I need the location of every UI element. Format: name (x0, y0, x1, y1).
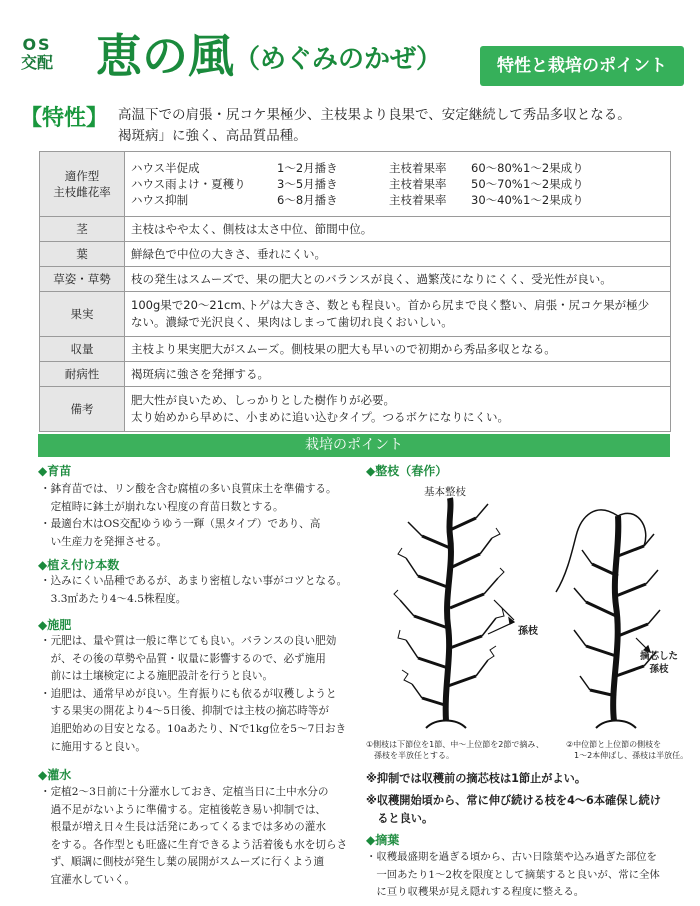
variety-reading: （めぐみのかぜ） (234, 44, 443, 75)
irrigation-line: ・定植2～3日前に十分灌水しておき、定植当日に土中水分の (40, 786, 329, 798)
fruit-text-line2: ない。濃緑で光沢良く、果肉はしまって歯切れ良くおいしい。 (131, 315, 453, 329)
rate-3: 30～40% (471, 193, 523, 207)
fertilizer-line: する果実の開花より4～5日後、抑制では主枝の摘芯時等が (40, 705, 329, 718)
remarks-text-line2: 太り始めから早めに、小まめに追い込むタイプ。つるボケになりにくい。 (131, 410, 510, 424)
caption-topped (566, 739, 688, 761)
yield-text: 主枝より果実肥大がスムーズ。側枝果の肥大も早いので初期から秀品多収となる。 (125, 337, 671, 362)
planting-line: ・込みにくい品種であるが、あまり密植しない事がコツとなる。 (40, 575, 348, 587)
irrigation-line: ず、順調に側枝が発生し葉の展開がスムーズに行くよう適 (40, 856, 325, 869)
fertilizer-line: に施用すると良い。 (40, 740, 146, 753)
diagram-title: 基本整枝 (424, 486, 466, 498)
fertilizer-line: ・元肥は、量や質は一般に準じても良い。バランスの良い肥効 (40, 635, 337, 647)
fruit-text (125, 292, 671, 337)
yield-label: 収量 (40, 337, 125, 362)
fertilizer-heading: ◆施肥 (38, 618, 72, 632)
caption-basic (366, 739, 544, 761)
rate-1: 60～80% (471, 161, 523, 175)
fertilizer-text (40, 633, 346, 756)
label-pinched-branch (640, 650, 678, 676)
remarks-text (125, 387, 671, 432)
fruitset-label-line1: 適作型 (64, 169, 100, 183)
variety-title (96, 26, 442, 90)
crop-type-3: ハウス抑制 (131, 193, 189, 207)
rate-2: 50～70% (471, 177, 523, 191)
fertilizer-line: ・追肥は、通常早めが良い。生育振りにも依るが収穫しようと (40, 687, 337, 700)
table-row-leaf (40, 242, 671, 267)
disease-label: 耐病性 (40, 362, 125, 387)
planting-line: 3.3㎡あたり4～4.5株程度。 (40, 592, 187, 605)
leaf-text: 鮮緑色で中位の大きさ、垂れにくい。 (125, 242, 671, 267)
plant-basic-icon (394, 498, 504, 728)
table-row-fruitset (40, 152, 671, 217)
planting-heading: ◆植え付け本数 (38, 558, 120, 572)
leaf-removal-text (366, 849, 660, 902)
series-mark-line2: 交配 (20, 53, 53, 72)
seedling-text (40, 481, 337, 551)
crop-type-1: ハウス半促成 (131, 161, 200, 175)
irrigation-line: 宜灌水していく。 (40, 873, 136, 886)
table-row-remarks (40, 387, 671, 432)
plant-topped-icon (556, 510, 660, 728)
fruitset-label-line2: 主枝雌花率 (53, 185, 111, 199)
pruning-diagram (366, 496, 686, 736)
remarks-label: 備考 (40, 387, 125, 432)
irrigation-heading: ◆灌水 (38, 768, 72, 782)
variety-name: 恵の風 (96, 29, 234, 83)
traits-table (39, 151, 671, 432)
cultivation-bar: 栽培のポイント (38, 434, 670, 457)
pruning-note-1: ※抑制では収穫前の摘芯枝は1節止がよい。 (366, 772, 587, 785)
table-row-fruit (40, 292, 671, 337)
fertilizer-line: 追肥始めの目安となる。10aあたり、Nで1kg位を5～7日おき (40, 722, 347, 735)
fruitset-label (40, 152, 125, 217)
table-row-stem (40, 217, 671, 242)
seedling-line: い生産力を発揮させる。 (40, 535, 168, 548)
habit-label: 草姿・草勢 (40, 267, 125, 292)
fruit-set-2: 1～2果成り (523, 177, 584, 191)
crop-type-2: ハウス雨よけ・夏穫り (131, 177, 246, 191)
seedling-heading: ◆育苗 (38, 464, 72, 478)
pruning-note-2-line2: ると良い。 (366, 812, 434, 825)
header-badge: 特性と栽培のポイント (480, 46, 684, 86)
pruning-note-2 (366, 792, 661, 828)
sowing-1: 1～2月播き (277, 161, 338, 175)
leaf-label: 葉 (40, 242, 125, 267)
pruning-note-2-line1: ※収穫開始頃から、常に伸び続ける枝を4～6本確保し続け (366, 794, 661, 807)
sowing-3: 6～8月播き (277, 193, 338, 207)
label-grandchild-branch: 孫枝 (518, 626, 538, 637)
habit-text: 枝の発生はスムーズで、果の肥大とのバランスが良く、過繁茂になりにくく、受光性が良い。 (125, 267, 671, 292)
stem-text: 主枝はやや太く、側枝は太さ中位、節間中位。 (125, 217, 671, 242)
series-mark (14, 36, 60, 72)
fertilizer-line: 前には土壌検定による施肥設計を行うと良い。 (40, 670, 274, 683)
leaf-removal-line: 一回あたり1～2枚を限度として摘葉すると良いが、常に全体 (366, 868, 660, 881)
irrigation-line: 過不足がないように準備する。定植後乾き易い抑制では、 (40, 803, 327, 816)
caption-topped-line2: 1～2本伸ばし、孫枝は半放任。 (566, 751, 689, 760)
fruitset-cell (125, 152, 671, 217)
metric-1: 主枝着果率 (389, 161, 447, 175)
traits-intro-line1: 高温下での肩張・尻コケ果極少、主枝果より良果で、安定継続して秀品多収となる。 (118, 107, 631, 123)
fruit-set-1: 1～2果成り (523, 161, 584, 175)
pruning-heading: ◆整枝（春作） (366, 464, 448, 478)
table-row-yield (40, 337, 671, 362)
fruit-text-line1: 100g果で20～21cm､トゲは大きさ、数とも程良い。首から尻まで良く整い、肩張・尻コケ果が極少 (131, 298, 650, 312)
table-row-habit (40, 267, 671, 292)
leaf-removal-heading: ◆摘葉 (366, 833, 400, 847)
caption-basic-line1: ①側枝は下節位を1節、中～上位節を2節で摘み、 (366, 740, 544, 749)
disease-text: 褐斑病に強さを発揮する。 (125, 362, 671, 387)
fruit-set-3: 1～2果成り (523, 193, 584, 207)
stem-label: 茎 (40, 217, 125, 242)
seedling-line: ・鉢育苗では、リン酸を含む腐植の多い良質床土を準備する。 (40, 483, 337, 495)
seedling-line: 定植時に鉢土が崩れない程度の育苗日数とする。 (40, 500, 284, 513)
fruit-label: 果実 (40, 292, 125, 337)
irrigation-line: をする。各作型とも旺盛に生育できるよう活着後も水を切らさ (40, 838, 348, 851)
table-row-disease (40, 362, 671, 387)
caption-topped-line1: ②中位節と上位節の側枝を (566, 740, 662, 749)
series-mark-line1: OS (22, 35, 52, 54)
traits-label: 【特性】 (20, 106, 109, 131)
seedling-line: ・最適台木はOS交配ゆうゆう一輝（黒タイプ）であり、高 (40, 518, 321, 531)
caption-basic-line2: 孫枝を半放任とする。 (366, 751, 454, 760)
fertilizer-line: が、その後の草勢や品質・収量に影響するので、必ず施用 (40, 652, 326, 665)
irrigation-text (40, 784, 347, 890)
metric-3: 主枝着果率 (389, 193, 447, 207)
label-pinched-line2: 孫枝 (649, 664, 669, 675)
irrigation-line: 根量が増え日々生長は活発にあってくるまでは多めの灌水 (40, 821, 326, 834)
label-pinched-line1: 摘芯した (640, 651, 679, 662)
remarks-text-line1: 肥大性が良いため、しっかりとした樹作りが必要。 (131, 393, 396, 407)
sowing-2: 3～5月播き (277, 177, 338, 191)
grandchild-arrows (488, 600, 650, 652)
planting-text (40, 573, 347, 608)
leaf-removal-line: に亘り収穫果が見え隠れする程度に整える。 (366, 886, 585, 899)
traits-intro-line2: 褐斑病」に強く、高品質品種。 (118, 128, 307, 144)
leaf-removal-line: ・収穫最盛期を過ぎる頃から、古い日陰葉や込み過ぎた部位を (366, 851, 657, 863)
metric-2: 主枝着果率 (389, 177, 447, 191)
